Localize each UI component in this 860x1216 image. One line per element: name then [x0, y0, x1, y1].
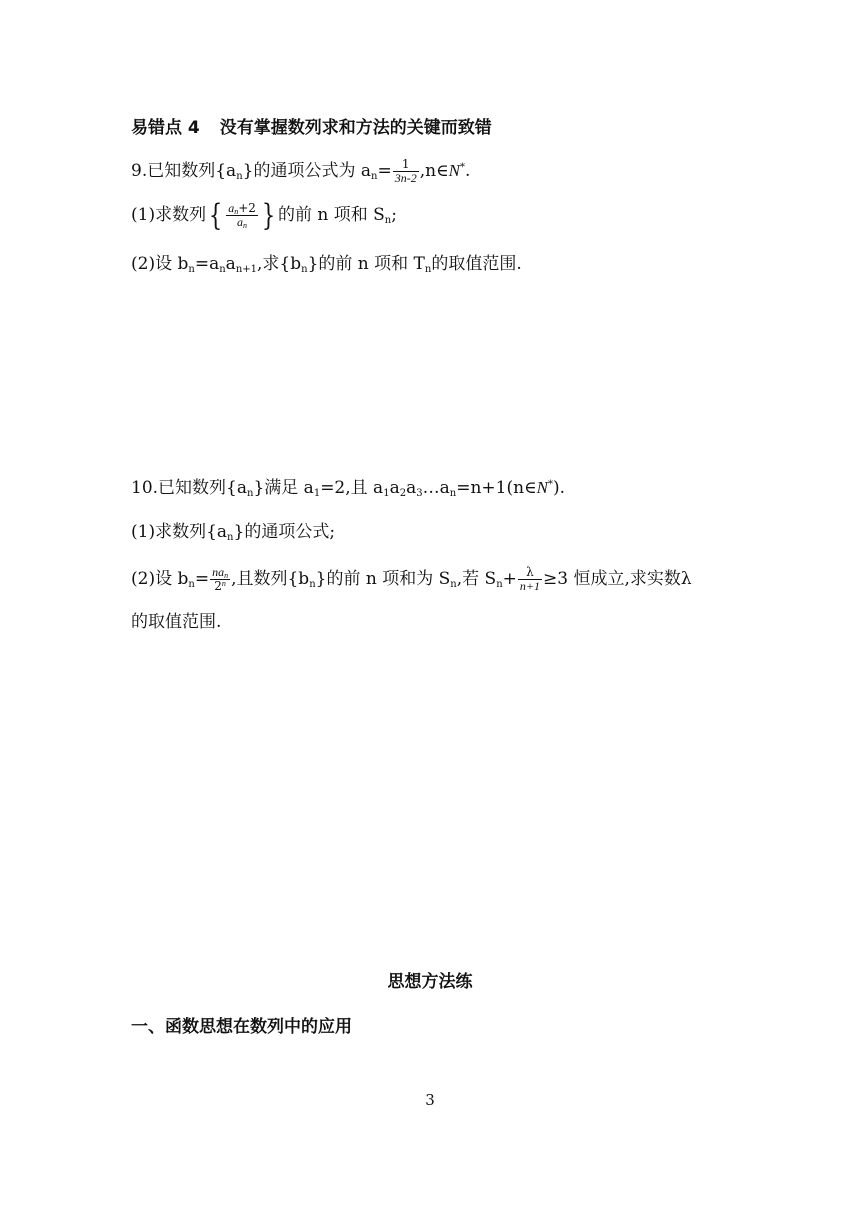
problem-9-statement: 9.已知数列$\{a_n\}$的通项公式为 $a_n=$ $\frac{1}{3n-2}$ ,n∈N*. — [131, 157, 471, 185]
section-heading — [131, 116, 492, 140]
method-title: 思想方法练 — [387, 972, 473, 992]
fraction-an-plus-2-over-an: $\frac{a_n+2}{a_n}$ — [228, 201, 256, 230]
problem-10-part-2-cont: 的取值范围. — [131, 612, 222, 632]
method-section-heading: 一、函数思想在数列中的应用 — [131, 1017, 352, 1037]
problem-9-part-2: (2)设 $b_n=a_na_{n+1}$,求$\{b_n\}$的前 n 项和 $T_n$的取值范围. — [131, 254, 522, 275]
problem-10-part-2: (2)设 $b_n=$ $\frac{na_n}{2^n}$ ,且数列$\{b_n\}$的前 n 项和为 $S_n$,若 $S_n+$ $\frac{\lambda}{n+1}$ ≥3 恒成立,求实数λ — [131, 565, 692, 593]
fraction-lambda-over-n-plus-1: $\frac{\lambda}{n+1}$ — [519, 565, 540, 593]
problem-9-part-1: (1)求数列{ $\frac{a_n+2}{a_n}$ } 的前 n 项和 $S_n$; — [131, 197, 397, 233]
problem-10-part-1: (1)求数列$\{a_n\}$的通项公式; — [131, 522, 336, 543]
page-number: 3 — [425, 1091, 435, 1109]
problem-10-statement: 10.已知数列$\{a_n\}$满足 $a_1=2$,且 $a_1a_2a_3\dots a_n=n+1(n\in N^*)$. — [131, 478, 566, 499]
left-brace: { — [208, 197, 223, 233]
fraction-1-over-3n-2: $\frac{1}{3n-2}$ — [394, 157, 417, 185]
fraction-nan-over-2n: $\frac{na_n}{2^n}$ — [212, 565, 229, 593]
section-heading-label: 易错点 4 — [131, 118, 200, 138]
section-heading-text: 没有掌握数列求和方法的关键而致错 — [219, 118, 492, 138]
right-brace: } — [261, 197, 276, 233]
